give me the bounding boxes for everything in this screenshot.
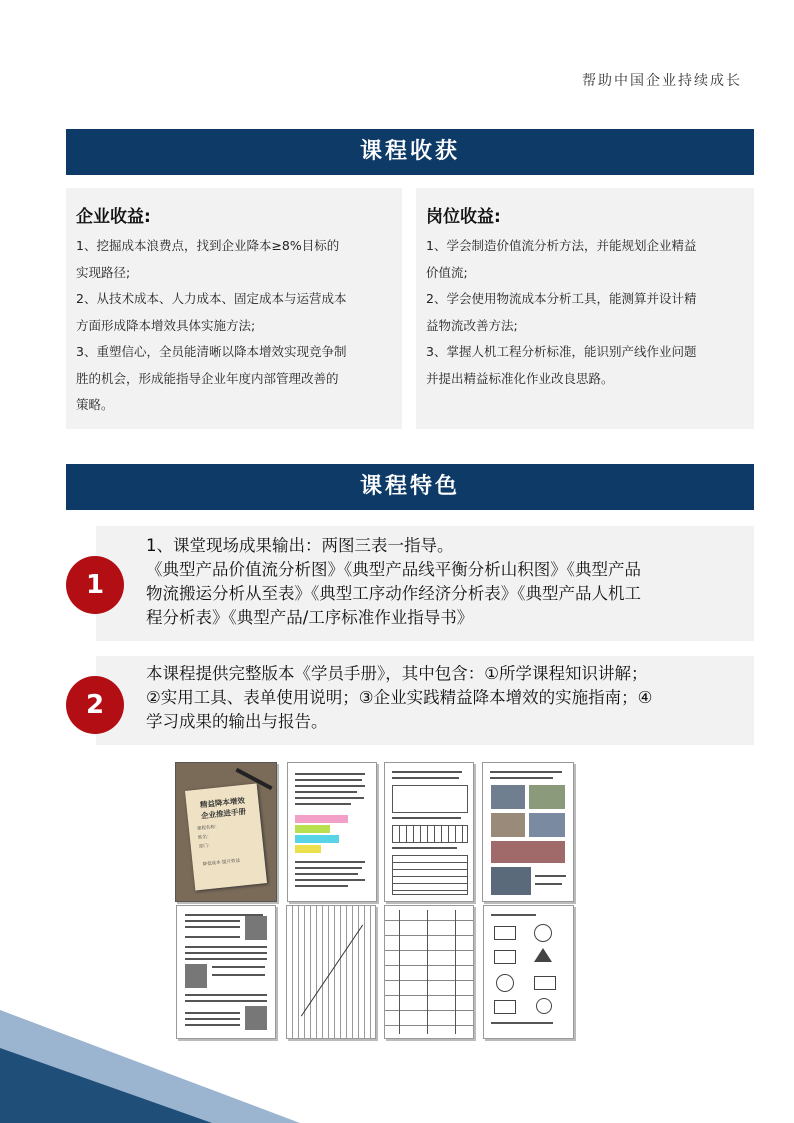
position-line: 2、学会使用物流成本分析工具，能测算并设计精 — [426, 291, 697, 306]
page-thumbnail-text-table — [287, 762, 377, 902]
page-thumbnail-flow-table — [384, 905, 474, 1039]
enterprise-line: 1、挖掘成本浪费点，找到企业降本≥8%目标的 — [76, 238, 340, 253]
enterprise-line: 3、重塑信心，全员能清晰以降本增效实现竞争制 — [76, 344, 347, 359]
page-thumbnail-portraits — [176, 905, 276, 1039]
feature-2-line: 本课程提供完整版本《学员手册》，其中包含：①所学课程知识讲解； — [146, 664, 648, 683]
feature-badge-2: 2 — [66, 676, 124, 734]
page-thumbnail-photos — [482, 762, 574, 902]
page-thumbnail-tables — [384, 762, 474, 902]
page-thumbnail-symbols — [483, 905, 574, 1039]
feature-1-line: 《典型产品价值流分析图》《典型产品线平衡分析山积图》《典型产品 — [146, 560, 641, 579]
enterprise-line: 2、从技术成本、人力成本、固定成本与运营成本 — [76, 291, 347, 306]
corner-wedge-dark — [0, 1048, 212, 1123]
position-benefits-heading: 岗位收益: — [426, 207, 501, 227]
section-banner-features: 课程特色 — [66, 464, 754, 510]
enterprise-line: 实现路径; — [76, 264, 131, 280]
handbook-cover-field: 部门： — [198, 843, 213, 850]
enterprise-line: 胜的机会，形成能指导企业年度内部管理改善的 — [76, 370, 339, 386]
position-line: 1、学会制造价值流分析方法，并能规划企业精益 — [426, 238, 697, 253]
handbook-cover-footer: 降低成本 提升效益 — [202, 858, 241, 868]
position-line: 价值流; — [426, 264, 468, 280]
page-thumbnail-grid-chart — [286, 905, 376, 1039]
handbook-cover-title: 精益降本增效 企业推进手册 — [199, 795, 247, 821]
feature-1-line: 1、课堂现场成果输出：两图三表一指导。 — [146, 536, 454, 555]
handbook-cover-card — [185, 784, 267, 891]
position-line: 3、掌握人机工程分析标准，能识别产线作业问题 — [426, 344, 697, 359]
position-line: 益物流改善方法; — [426, 317, 518, 333]
feature-2-line: 学习成果的输出与报告。 — [146, 712, 328, 731]
feature-1-line: 程分析表》《典型产品/工序标准作业指导书》 — [146, 608, 474, 627]
handbook-cover-field: 课程名称： — [196, 824, 220, 832]
feature-1-line: 物流搬运分析从至表》《典型工序动作经济分析表》《典型产品人机工 — [146, 584, 641, 603]
enterprise-line: 策略。 — [76, 397, 114, 412]
handbook-cover-image — [175, 762, 277, 902]
enterprise-benefits-heading: 企业收益: — [76, 207, 151, 227]
feature-item-1 — [96, 526, 754, 641]
handbook-cover-field: 姓名： — [197, 834, 212, 841]
enterprise-line: 方面形成降本增效具体实施方法; — [76, 317, 256, 333]
enterprise-benefits-panel — [66, 188, 402, 429]
feature-2-line: ②实用工具、表单使用说明；③企业实践精益降本增效的实施指南；④ — [146, 688, 653, 707]
position-line: 并提出精益标准化作业改良思路。 — [426, 370, 614, 386]
position-benefits-panel — [416, 188, 754, 429]
tagline: 帮助中国企业持续成长 — [582, 73, 742, 89]
section-banner-gains: 课程收获 — [66, 129, 754, 175]
feature-item-2 — [96, 656, 754, 745]
feature-badge-1: 1 — [66, 556, 124, 614]
